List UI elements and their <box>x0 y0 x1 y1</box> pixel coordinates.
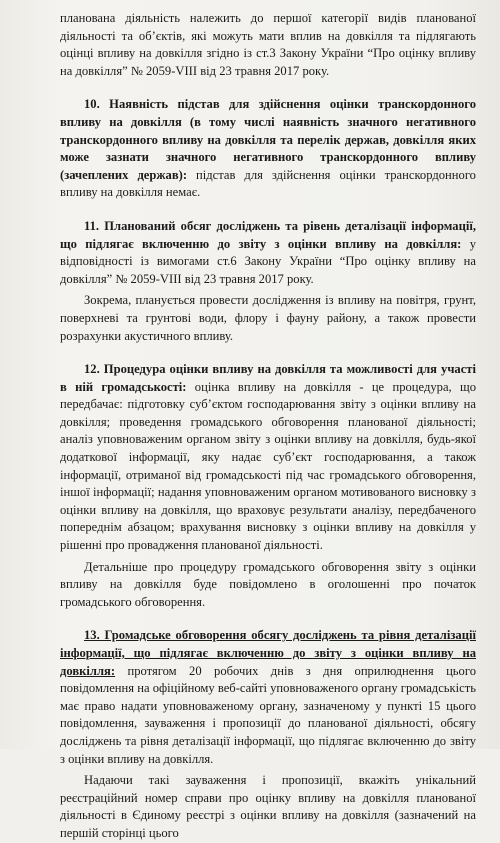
spacer <box>60 345 476 361</box>
section-13-paragraph-2: Надаючи такі зауваження і пропозиції, вкажіть унікальний реєстраційний номер справи про оцінку впливу на довкілля планованої діяльності в Єдиному реєстрі з оцінки впливу на довкілля (зазначений на першій сторінці цього <box>60 773 476 840</box>
section-12 <box>60 361 476 555</box>
paragraph-intro: планована діяльність належить до першої категорії видів планованої діяльності та об’єктів, які можуть мати вплив на довкілля та підлягають оцінці впливу на довкілля згідно із ст.3 Закону України “Про оцінку впливу на довкілля” № 2059-VIII від 23 травня 2017 року. <box>60 11 476 78</box>
spacer <box>60 80 476 96</box>
spacer <box>60 202 476 218</box>
section-13 <box>60 627 476 768</box>
section-11-text: у відповідності із вимогами ст.6 Закону України “Про оцінку впливу на довкілля” № 2059-VIII від 23 травня 2017 року. <box>60 236 476 286</box>
spacer <box>60 611 476 627</box>
section-12-heading: 12. Процедура оцінки впливу на довкілля та можливості для участі в ній громадськості: <box>60 362 476 394</box>
section-10 <box>60 96 476 202</box>
section-13-heading: 13. Громадське обговорення обсягу досліджень та рівня деталізації інформації, що підлягає включенню до звіту з оцінки впливу на довкілля: <box>60 628 476 678</box>
section-13-text: протягом 20 робочих днів з дня оприлюднення цього повідомлення на офіційному веб-сайті уповноваженого органу громадськість має право надати уповноваженому органу, зазначеному у пункті 15 цього повідомлення, зауваження і пропозиції до планованої діяльності, обсягу досліджень та рівня деталізації інформації, що підлягає включенню до звіту з оцінки впливу на довкілля. <box>60 663 476 766</box>
section-11-heading: 11. Планований обсяг досліджень та рівень деталізації інформації, що підлягає включенню до звіту з оцінки впливу на довкілля: <box>60 218 476 251</box>
section-11 <box>60 218 476 288</box>
section-12-paragraph-2: Детальніше про процедуру громадського обговорення звіту з оцінки впливу на довкілля буде повідомлено в оголошенні про початок громадського обговорення. <box>60 559 476 609</box>
section-11-paragraph-2: Зокрема, планується провести дослідження із впливу на повітря, грунт, поверхневі та грунтові води, флору і фауну району, а також провести розрахунки акустичного впливу. <box>60 293 476 343</box>
section-12-text: оцінка впливу на довкілля - це процедура, що передбачає: підготовку суб’єктом господарювання звіту з оцінки впливу на довкілля; проведення громадського обговорення планованої діяльності; аналіз уповноваженим органом звіту з оцінки впливу на довкілля, будь-якої додаткової інформації, яку надає суб’єкт господарювання, а також інформації, отриманої від громадськості під час громадського обговорення, іншої інформації; надання уповноваженим органом мотивованого висновку з оцінки впливу на довкілля, що враховує результати аналізу, передбаченого попереднім абзацом; врахування висновку з оцінки впливу на довкілля у рішенні про провадження планованої діяльності. <box>60 379 477 553</box>
section-10-heading: 10. Наявність підстав для здійснення оцінки транскордонного впливу на довкілля (в тому числі наявність значного негативного транскордонного впливу на довкілля та перелік держав, довкілля яких може зазнати значного негативного транскордонного впливу (зачеплених держав): <box>60 97 476 182</box>
section-10-text: підстав для здійснення оцінки транскордонного впливу на довкілля немає. <box>60 167 476 200</box>
